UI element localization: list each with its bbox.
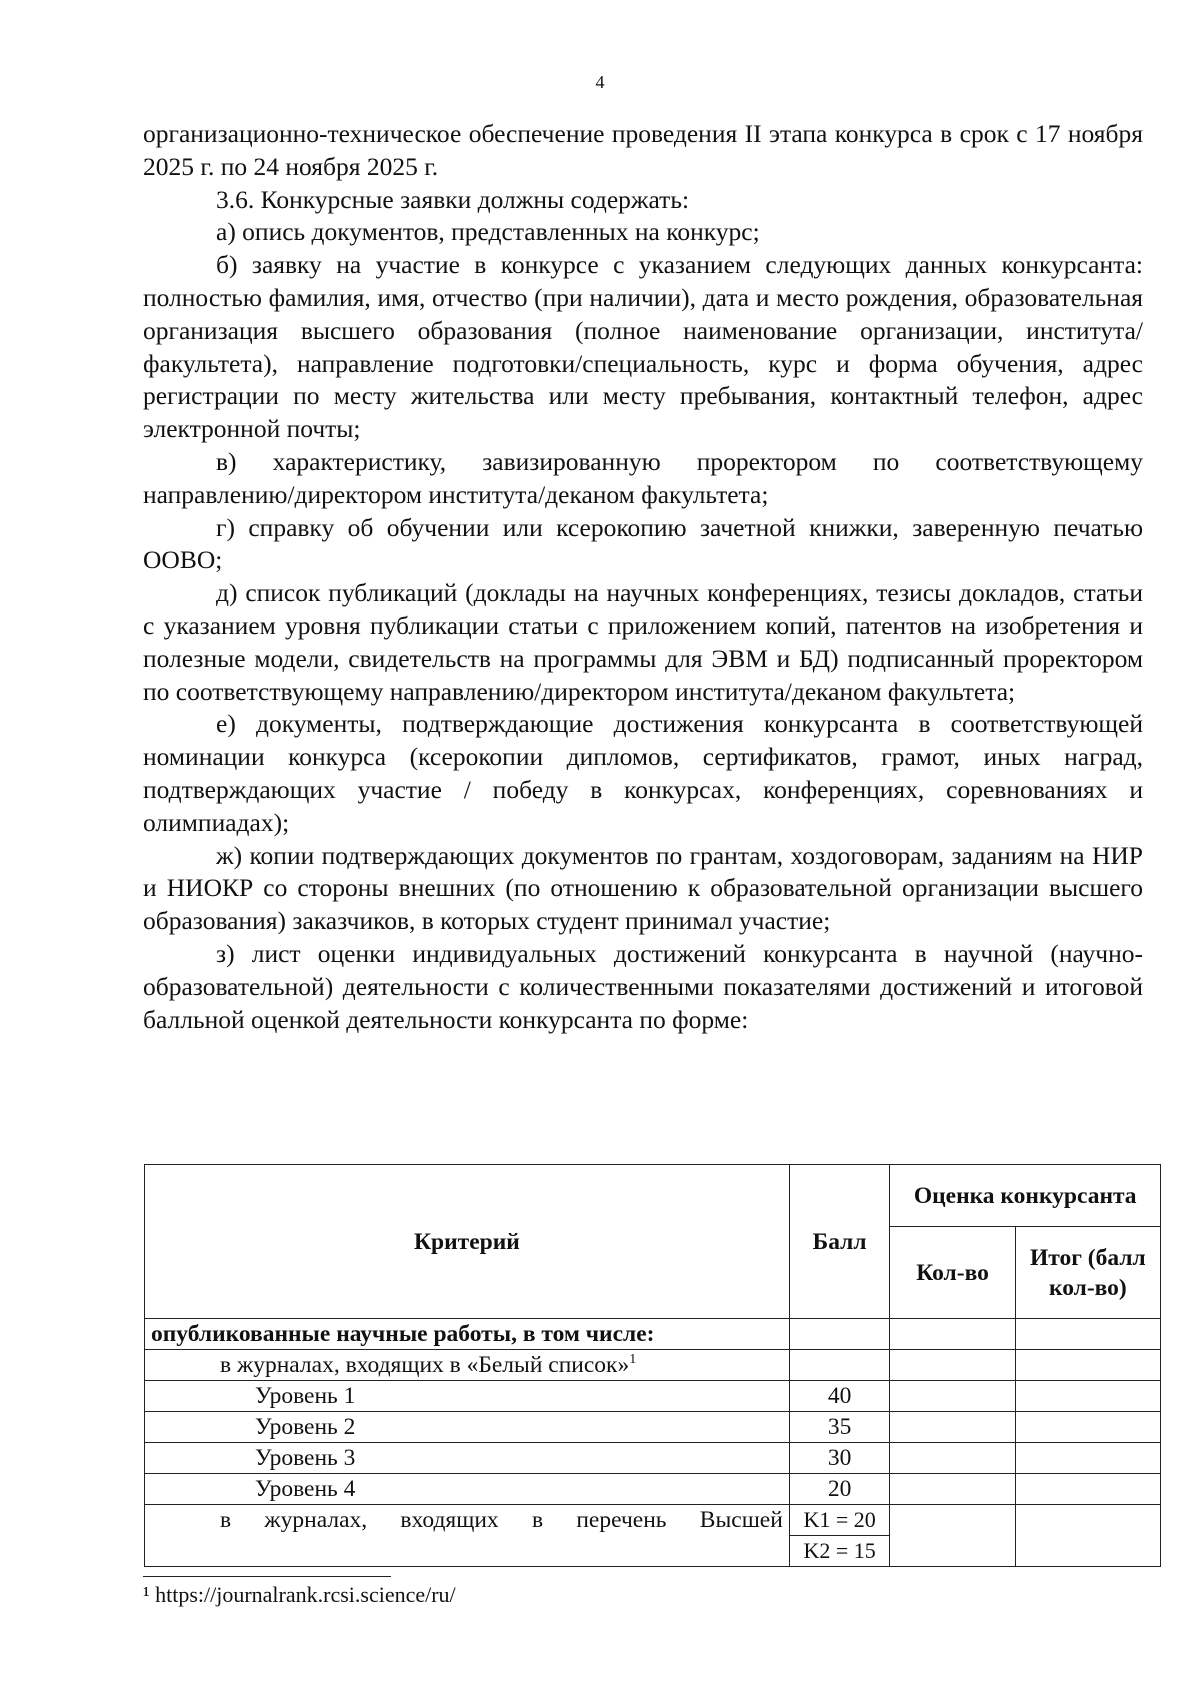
vak-score-k2: K2 = 15 bbox=[789, 1536, 890, 1567]
list-item-z: з) лист оценки индивидуальных достижений конкурсанта в научной (научно-образовательной) деятельности с количественными показателями достижений и итоговой балльной оценкой деятельности конкурсанта по форме: bbox=[143, 938, 1143, 1034]
table-cell bbox=[1015, 1381, 1160, 1412]
paragraph-continuation: организационно-техническое обеспечение проведения II этапа конкурса в срок с 17 ноября 2025 г. по 24 ноября 2025 г. bbox=[143, 119, 1143, 181]
header-score: Балл bbox=[789, 1165, 890, 1319]
table-cell bbox=[789, 1350, 890, 1381]
table-cell bbox=[1015, 1350, 1160, 1381]
list-item-zh: ж) копии подтверждающих документов по грантам, хоздоговорам, заданиям на НИР и НИОКР со стороны внешних (по отношению к образовательной организации высшего образования) заказчиков, в которых студент принимал участие; bbox=[143, 840, 1143, 936]
header-total: Итог (балл кол-во) bbox=[1015, 1227, 1160, 1319]
list-item-e: е) документы, подтверждающие достижения конкурсанта в соответствующей номинации конкурса (ксерокопии дипломов, сертификатов, грамот, иных наград, подтверждающих участие / победу в конкурсах, конференциях, соревнованиях и олимпиадах); bbox=[143, 709, 1143, 837]
table-row bbox=[145, 1443, 1161, 1474]
footnote: ¹ https://journalrank.rcsi.science/ru/ bbox=[143, 1582, 456, 1607]
list-item-d: д) список публикаций (доклады на научных конференциях, тезисы докладов, статьи с указанием уровня публикации статьи с приложением копий, патентов на изобретения и полезные модели, свидетельств на программы для ЭВМ и БД) подписанный проректором по соответствующему направлению/директором института/деканом факультета; bbox=[143, 578, 1143, 706]
table-cell bbox=[789, 1319, 890, 1350]
table-cell bbox=[890, 1412, 1015, 1443]
table-row bbox=[145, 1474, 1161, 1505]
document-body bbox=[143, 118, 1143, 1036]
table-cell bbox=[890, 1505, 1015, 1567]
footnote-mark: 1 bbox=[629, 1352, 637, 1368]
level-score: 20 bbox=[789, 1474, 890, 1505]
page-number: 4 bbox=[595, 72, 605, 92]
table-row bbox=[145, 1412, 1161, 1443]
table-row bbox=[145, 1381, 1161, 1412]
table-cell bbox=[890, 1474, 1015, 1505]
section-row-label: опубликованные научные работы, в том числе: bbox=[145, 1319, 790, 1350]
vak-score-k1: K1 = 20 bbox=[789, 1505, 890, 1536]
evaluation-table bbox=[144, 1164, 1161, 1567]
list-item-v: в) характеристику, завизированную проректором по соответствующему направлению/директором института/деканом факультета; bbox=[143, 446, 1143, 509]
level-score: 30 bbox=[789, 1443, 890, 1474]
list-item-b: б) заявку на участие в конкурсе с указанием следующих данных конкурсанта: полностью фамилия, имя, отчество (при наличии), дата и место рождения, образовательная организация высшего образования (полное наименование организации, института/факультета), направление подготовки/специальность, курс и форма обучения, адрес регистрации по месту жительства или месту пребывания, контактный телефон, адрес электронной почты; bbox=[143, 250, 1143, 444]
footnote-divider bbox=[143, 1576, 391, 1577]
header-count: Кол-во bbox=[890, 1227, 1015, 1319]
level-label: Уровень 3 bbox=[145, 1443, 790, 1474]
table-cell bbox=[890, 1319, 1015, 1350]
vak-row-label: в журналах, входящих в перечень Высшей bbox=[145, 1505, 790, 1567]
level-label: Уровень 4 bbox=[145, 1474, 790, 1505]
table-cell bbox=[1015, 1443, 1160, 1474]
level-label: Уровень 1 bbox=[145, 1381, 790, 1412]
white-list-row-label: в журналах, входящих в «Белый список»$^1$ bbox=[145, 1350, 790, 1381]
level-label: Уровень 2 bbox=[145, 1412, 790, 1443]
table-cell bbox=[1015, 1474, 1160, 1505]
level-score: 35 bbox=[789, 1412, 890, 1443]
paragraph-3-6: 3.6. Конкурсные заявки должны содержать: bbox=[216, 184, 690, 214]
table-cell bbox=[890, 1381, 1015, 1412]
level-score: 40 bbox=[789, 1381, 890, 1412]
header-criterion: Критерий bbox=[145, 1165, 790, 1319]
header-evaluation: Оценка конкурсанта bbox=[890, 1165, 1161, 1227]
table-cell bbox=[1015, 1319, 1160, 1350]
table-cell bbox=[890, 1443, 1015, 1474]
table-cell bbox=[1015, 1505, 1160, 1567]
list-item-g: г) справку об обучении или ксерокопию зачетной книжки, заверенную печатью ООВО; bbox=[143, 512, 1143, 575]
list-item-a: а) опись документов, представленных на конкурс; bbox=[216, 217, 760, 247]
table-cell bbox=[1015, 1412, 1160, 1443]
table-cell bbox=[890, 1350, 1015, 1381]
